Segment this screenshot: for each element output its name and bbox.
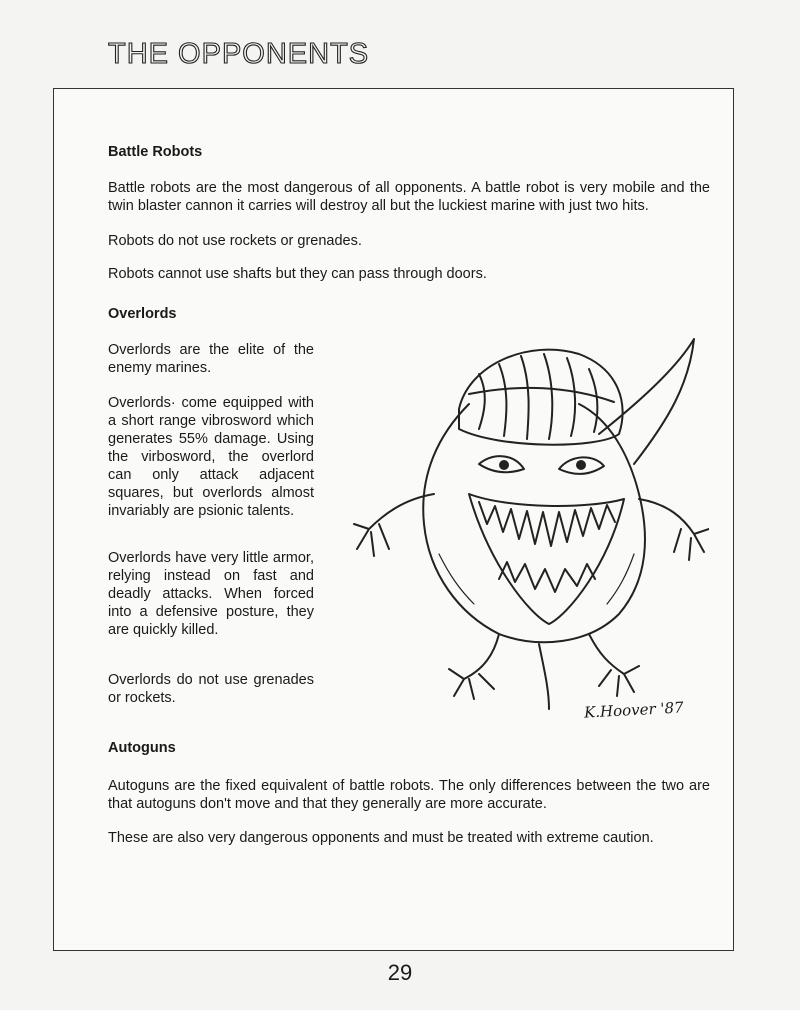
battle-robots-paragraph-2: Robots do not use rockets or grenades. [108,233,362,249]
autoguns-paragraph-2: These are also very dangerous opponents and must be treated with extreme caution. [108,830,654,846]
battle-robots-paragraph-1: Battle robots are the most dangerous of all opponents. A battle robot is very mobile and the twin blaster cannon it carries will destroy all but the luckiest marine with just two hits. [108,180,710,214]
overlord-illustration [349,324,709,734]
autoguns-paragraph-1: Autoguns are the fixed equivalent of battle robots. The only differences between the two are that autoguns don't move and that they generally are more accurate. [108,778,710,812]
overlords-paragraph-4: Overlords do not use grenades or rockets. [108,672,314,706]
page-number: 29 [387,960,413,985]
battle-robots-paragraph-3: Robots cannot use shafts but they can pass through doors. [108,266,487,282]
overlords-heading: Overlords [108,306,177,322]
overlords-paragraph-2: Overlords· come equipped with a short range vibrosword which generates 55% damage. Using the virbosword, the overlord can only attack adjacent squares, but overlords almost invariably are psionic talents. [108,395,314,519]
artist-signature: K.Hoover '87 [583,698,685,722]
battle-robots-heading: Battle Robots [108,144,203,160]
overlords-paragraph-3: Overlords have very little armor, relying instead on fast and deadly attacks. When forced into a defensive posture, they are quickly killed. [108,550,314,638]
autoguns-heading: Autoguns [108,740,176,756]
content-frame [53,88,734,951]
page-title: THE OPPONENTS [108,38,370,70]
overlords-paragraph-1: Overlords are the elite of the enemy marines. [108,342,314,376]
